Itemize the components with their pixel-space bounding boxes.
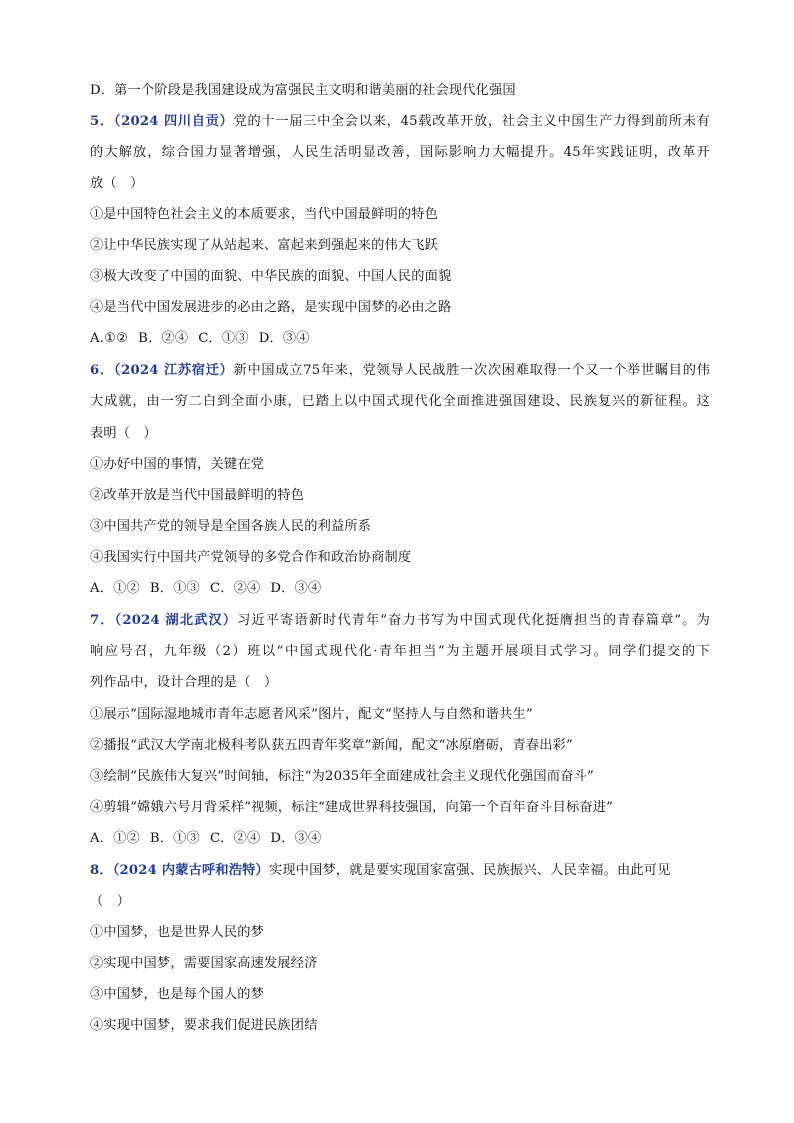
question-5-stem-line-3: 放（ ） <box>90 176 144 191</box>
question-8-stem-line-1 <box>90 862 710 880</box>
q4-option-d: D．第一个阶段是我国建设成为富强民主文明和谐美丽的社会现代化强国 <box>90 83 516 98</box>
question-5-stem-text-1: 党的十一届三中全会以来，45载改革开放，社会主义中国生产力得到前所未有 <box>233 114 710 129</box>
question-5-stem-line-2: 的大解放，综合国力显著增强，人民生活明显改善，国际影响力大幅提升。45年实践证明，改革开 <box>90 145 710 160</box>
question-5-choice-a[interactable]: A.①② <box>90 331 129 346</box>
question-7-item-2: ②播报“武汉大学南北极科考队获五四青年奖章”新闻，配文“冰原磨砺，青春出彩” <box>90 738 573 753</box>
question-5-item-3: ③极大改变了中国的面貌、中华民族的面貌、中国人民的面貌 <box>90 269 452 284</box>
question-8-stem-text-1: 实现中国梦，就是要实现国家富强、民族振兴、人民幸福。由此可见 <box>268 863 671 878</box>
question-6-item-1: ①办好中国的事情，关键在党 <box>90 457 265 472</box>
question-6-stem-text-1: 新中国成立75年来，党领导人民战胜一次次困难取得一个又一个举世瞩目的伟 <box>233 363 710 378</box>
question-7-choice-a[interactable]: A．①② <box>90 831 140 846</box>
question-5-item-2: ②让中华民族实现了从站起来、富起来到强起来的伟大飞跃 <box>90 238 439 253</box>
question-6-choice-b[interactable]: B．①③ <box>149 581 200 596</box>
question-8-source: （2024 内蒙古呼和浩特） <box>112 863 269 878</box>
question-7-choices <box>90 830 710 848</box>
question-8-item-4: ④实现中国梦，要求我们促进民族团结 <box>90 1018 318 1033</box>
question-5-stem-line-1 <box>90 113 710 131</box>
question-6-item-2: ②改革开放是当代中国最鲜明的特色 <box>90 488 305 503</box>
question-6-source: （2024 江苏宿迁） <box>113 363 234 378</box>
question-7-stem-line-1 <box>90 612 710 630</box>
question-7-item-3: ③绘制“民族伟大复兴”时间轴，标注“为2035年全面建成社会主义现代化强国而奋斗” <box>90 769 594 784</box>
question-5-number: 5． <box>90 114 114 129</box>
question-6-stem-line-2: 大成就，由一穷二白到全面小康，已踏上以中国式现代化全面推进强国建设、民族复兴的新征程。这 <box>90 394 710 409</box>
question-8-item-1: ①中国梦，也是世界人民的梦 <box>90 925 265 940</box>
question-8-number: 8． <box>90 863 113 878</box>
question-7-stem-text-1: 习近平寄语新时代青年“奋力书写为中国式现代化挺膺担当的青春篇章”。为 <box>237 613 711 628</box>
question-5-item-4: ④是当代中国发展进步的必由之路，是实现中国梦的必由之路 <box>90 300 452 315</box>
question-5-choices <box>90 330 710 348</box>
question-7-number: 7． <box>90 613 115 628</box>
question-5-choice-d[interactable]: D．③④ <box>258 331 310 346</box>
question-8-stem-line-2: （ ） <box>90 894 131 909</box>
question-6-item-3: ③中国共产党的领导是全国各族人民的利益所系 <box>90 519 372 534</box>
question-6-choice-a[interactable]: A．①② <box>90 581 140 596</box>
question-7-stem-line-3: 列作品中，设计合理的是（ ） <box>90 675 278 690</box>
question-7-item-1: ①展示“国际湿地城市青年志愿者风采”图片，配文“坚持人与自然和谐共生” <box>90 707 533 722</box>
question-7-choice-c[interactable]: C．②④ <box>209 831 261 846</box>
question-7-choice-d[interactable]: D．③④ <box>270 831 322 846</box>
question-6-choices <box>90 580 710 598</box>
question-6-choice-d[interactable]: D．③④ <box>270 581 322 596</box>
question-6-item-4: ④我国实行中国共产党领导的多党合作和政治协商制度 <box>90 550 412 565</box>
question-6-number: 6． <box>90 363 114 378</box>
question-8-item-3: ③中国梦，也是每个国人的梦 <box>90 987 265 1002</box>
question-7-source: （2024 湖北武汉） <box>114 613 238 628</box>
question-5-source: （2024 四川自贡） <box>113 114 234 129</box>
question-5-choice-b[interactable]: B．②④ <box>138 331 189 346</box>
question-7-stem-line-2: 响应号召，九年级（2）班以“中国式现代化·青年担当”为主题开展项目式学习。同学们提交的下 <box>90 644 710 659</box>
question-5-choice-c[interactable]: C．①③ <box>198 331 249 346</box>
question-5-item-1: ①是中国特色社会主义的本质要求，当代中国最鲜明的特色 <box>90 207 439 222</box>
question-6-stem-line-3: 表明（ ） <box>90 426 157 441</box>
question-6-stem-line-1 <box>90 362 710 380</box>
question-7-item-4: ④剪辑“嫦娥六号月背采样”视频，标注“建成世界科技强国，向第一个百年奋斗目标奋进” <box>90 800 614 815</box>
question-8-item-2: ②实现中国梦，需要国家高速发展经济 <box>90 956 318 971</box>
question-6-choice-c[interactable]: C．②④ <box>209 581 261 596</box>
question-7-choice-b[interactable]: B．①③ <box>149 831 200 846</box>
